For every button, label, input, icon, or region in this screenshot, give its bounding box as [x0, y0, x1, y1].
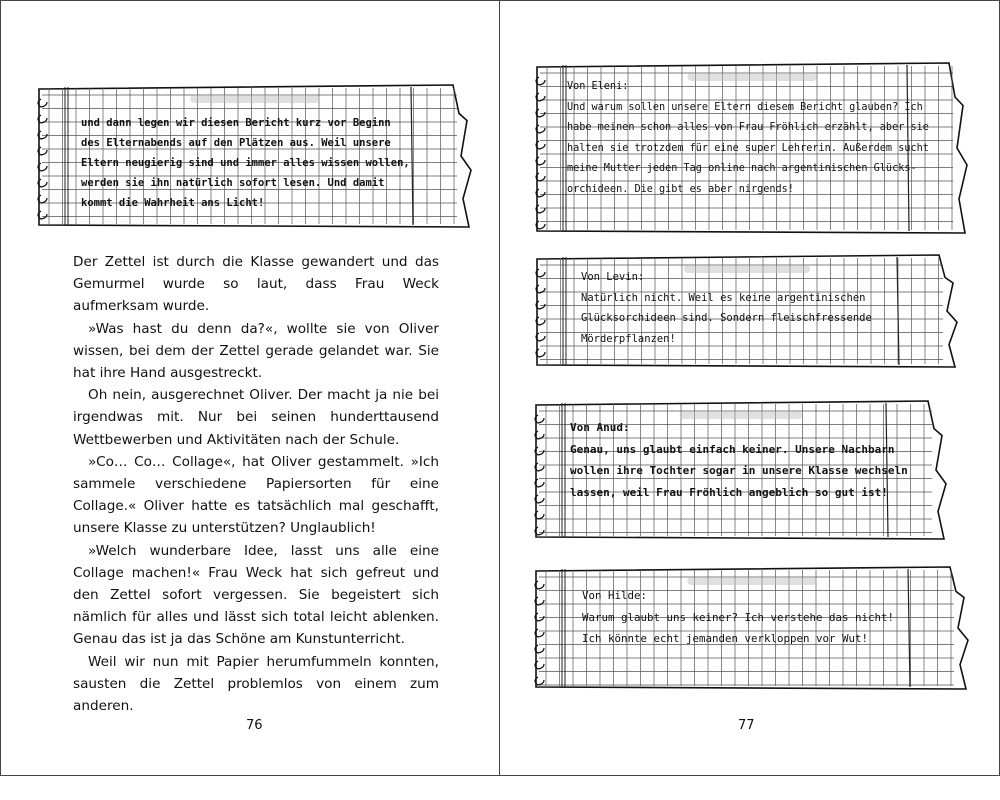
note-text [567, 77, 929, 200]
note-line: des Elternabends auf den Plätzen aus. Weil unsere [81, 137, 391, 149]
paragraph: Der Zettel ist durch die Klasse gewandert und das Gemurmel wurde so laut, dass Frau Weck aufmerksam wurde. [73, 254, 439, 315]
note-line: orchideen. Die gibt es aber nirgends! [567, 183, 794, 195]
note-line: Eltern neugierig sind und immer alles wissen wollen, [81, 157, 410, 169]
note-line: werden sie ihn natürlich sofort lesen. Und damit [81, 177, 385, 189]
note-line: Von Eleni: [567, 81, 629, 92]
note-line: Von Levin: [581, 271, 645, 283]
note-line: Genau, uns glaubt einfach keiner. Unsere Nachbarn [570, 442, 895, 456]
note-line: meine Mutter jeden Tag online nach argentinischen Glücks- [567, 163, 917, 174]
note-line: Von Hilde: [582, 589, 648, 602]
note-hilde [536, 567, 968, 689]
note-line: lassen, weil Frau Fröhlich angeblich so gut ist! [570, 485, 888, 499]
note-elternabend [39, 85, 471, 227]
note-levin [537, 255, 957, 367]
note-line: wollen ihre Tochter sogar in unsere Klasse wechseln [570, 464, 908, 477]
left-page [0, 0, 500, 776]
note-line: Von Anud: [570, 421, 630, 434]
note-text [582, 585, 894, 650]
note-line: Glücksorchideen sind. Sondern fleischfressende [581, 312, 872, 324]
note-line: kommt die Wahrheit ans Licht! [81, 197, 265, 209]
note-text [81, 113, 410, 213]
note-text [570, 417, 908, 503]
note-anud [536, 401, 946, 539]
note-line: und dann legen wir diesen Bericht kurz vor Beginn [81, 117, 391, 129]
note-line: habe meinen schon alles von Frau Fröhlich erzählt, aber sie [567, 122, 929, 133]
note-line: halten sie trotzdem für eine super Lehrerin. Außerdem sucht [567, 142, 929, 154]
note-line: Und warum sollen unsere Eltern diesem Bericht glauben? Ich [567, 101, 923, 113]
prose-body [73, 251, 439, 717]
note-eleni [537, 63, 967, 233]
note-line: Natürlich nicht. Weil es keine argentinischen [581, 291, 866, 304]
note-text [581, 267, 872, 349]
paragraph: »Co… Co… Collage«, hat Oliver gestammelt. »Ich sammele verschiedene Papiersorten für eine Collage.« Oliver hatte es tatsächlich mal geschafft, unsere Klasse zu unterstützen? Unglaublich! [73, 453, 439, 537]
note-line: Warum glaubt uns keiner? Ich verstehe das nicht! [582, 610, 895, 624]
page-number: 77 [738, 718, 755, 733]
paragraph: Oh nein, ausgerechnet Oliver. Der macht ja nie bei irgendwas mit. Nur bei seinen hunderttausend Wettbewerben und Aktivitäten nach der Schule. [73, 387, 439, 448]
page-number: 76 [246, 718, 263, 733]
right-page [499, 0, 1000, 776]
note-line: Mörderpflanzen! [581, 332, 676, 345]
paragraph: Weil wir nun mit Papier herumfummeln konnten, sausten die Zettel problemlos von einem zum anderen. [73, 653, 439, 715]
paragraph: »Welch wunderbare Idee, lasst uns alle eine Collage machen!« Frau Weck hat sich gefreut und den Zettel sofort vergessen. Sie begeistert sich nämlich für alles und lässt sich total leicht ablenken. Genau das ist ja das Schöne am Kunstunterricht. [73, 542, 439, 648]
note-line: Ich könnte echt jemanden verkloppen vor Wut! [582, 632, 869, 645]
paragraph: »Was hast du denn da?«, wollte sie von Oliver wissen, bei dem der Zettel gerade gelandet war. Sie hat ihre Hand ausgestreckt. [73, 320, 439, 382]
